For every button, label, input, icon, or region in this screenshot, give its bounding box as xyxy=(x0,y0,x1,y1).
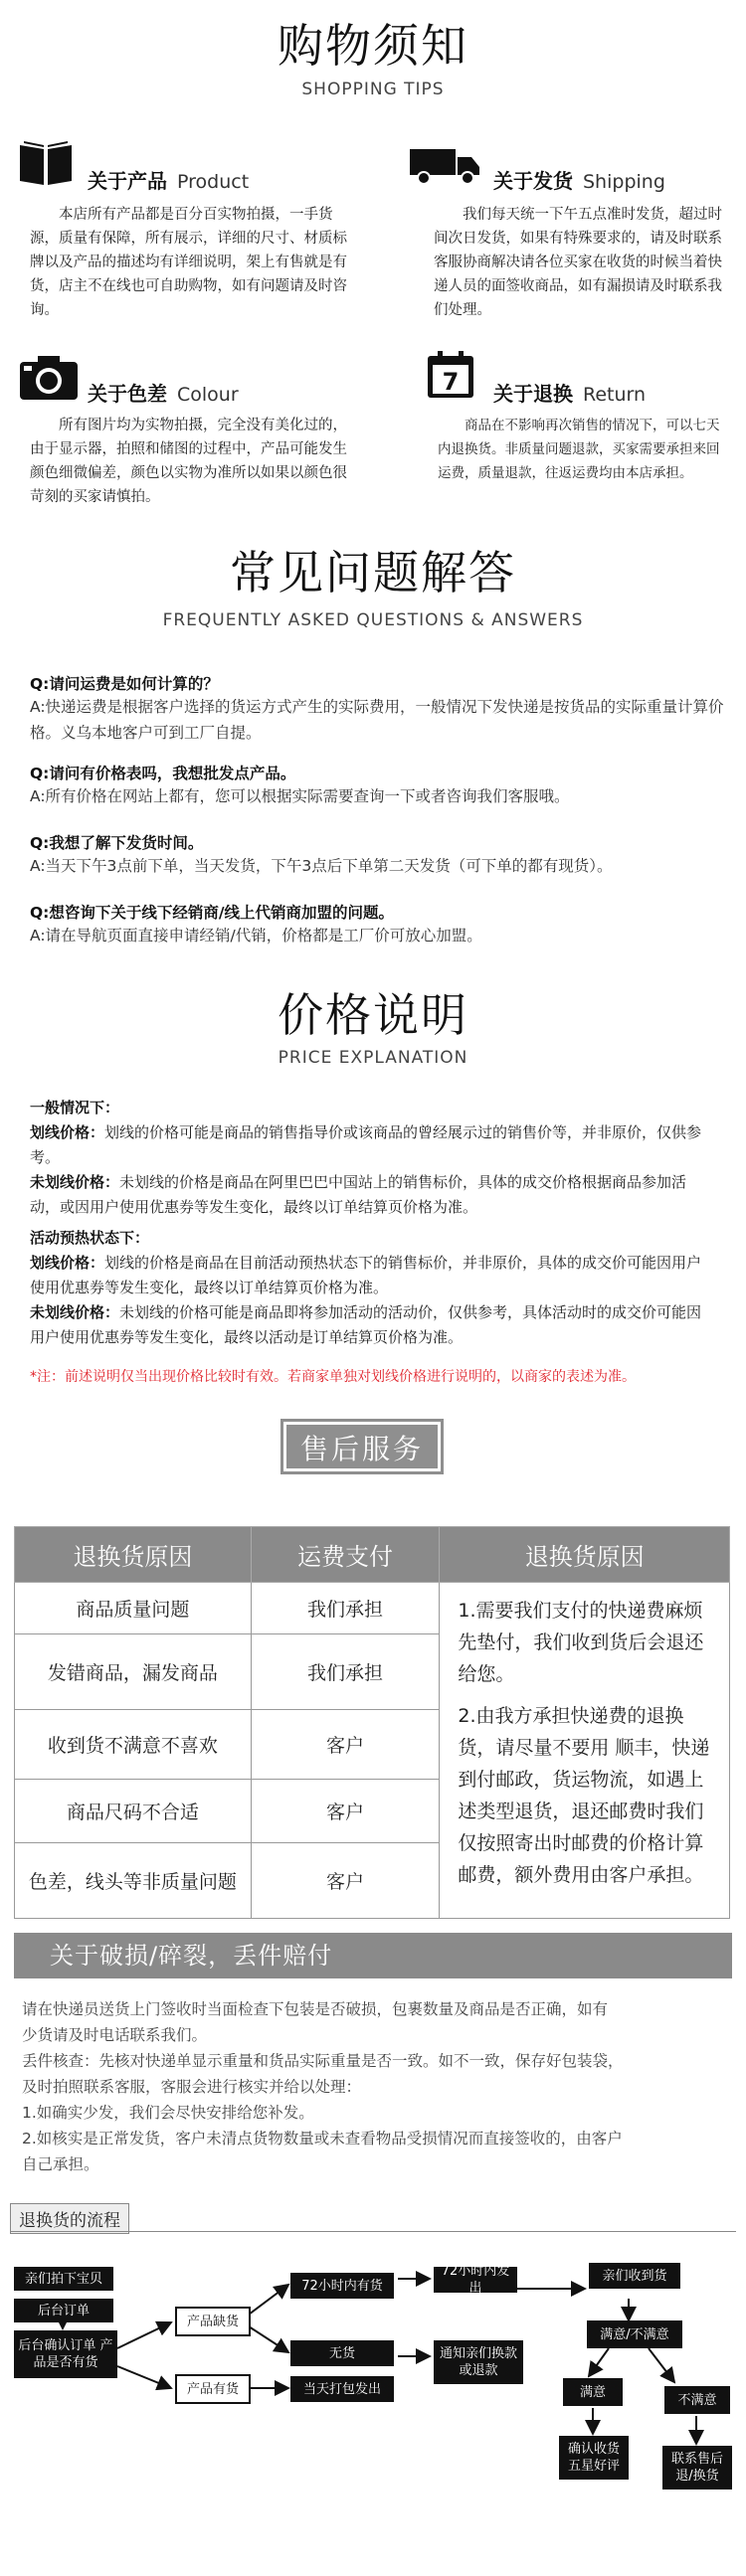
price-p2: 未划线的价格是商品在阿里巴巴中国站上的销售标价，具体的成交价格根据商品参加活动，或因用户使用优惠券等发生变化，最终以订单结算页价格为准。 xyxy=(30,1173,687,1216)
product-body: 本店所有产品都是百分百实物拍摄，一手货源，质量有保障，所有展示，详细的尺寸、材质标牌以及产品的描述均有详细说明，架上有售就是有货，店主不在线也可自助购物，如有问题请及时咨询。 xyxy=(30,207,347,318)
shopping-title: 购物须知 xyxy=(278,19,468,73)
policy-2: 2.由我方承担快递费的退换货，请尽量不要用 顺丰，快递到付邮政，货运物流，如遇上述类型退货，退还邮费时我们仅按照寄出时邮费的价格计算邮费，额外费用由客户承担。 xyxy=(458,1705,710,1886)
faq-answer-3: A:当天下午3点前下单，当天发货，下午3点后下单第二天发货（可下单的都有现货）。 xyxy=(30,857,613,875)
flow-node-order: 亲们拍下宝贝 xyxy=(14,2267,113,2291)
price-explanation xyxy=(30,1096,716,1350)
pay-cell: 客户 xyxy=(251,1710,440,1780)
reason-cell: 收到货不满意不喜欢 xyxy=(15,1710,252,1780)
flow-node-72h-ship: 72小时内发出 xyxy=(434,2267,517,2293)
faq-subtitle: FREQUENTLY ASKED QUESTIONS & ANSWERS xyxy=(162,610,584,630)
pay-cell: 客户 xyxy=(251,1843,440,1919)
flow-node-satisfaction: 满意/不满意 xyxy=(587,2320,682,2348)
return-title: 关于退换 xyxy=(493,382,573,406)
product-title: 关于产品 xyxy=(88,169,167,193)
truck-icon xyxy=(410,147,481,185)
shipping-heading xyxy=(493,165,665,194)
book-icon xyxy=(18,139,74,187)
reason-cell: 色差，线头等非质量问题 xyxy=(15,1843,252,1919)
flow-node-satisfied: 满意 xyxy=(563,2378,623,2406)
damage-line: 2.如核实是正常发货，客户未清点货物数量或未查看物品受损情况而直接签收的，由客户 xyxy=(22,2130,623,2147)
flow-node-contact-aftersale: 联系售后 退/换货 xyxy=(662,2446,732,2490)
colour-heading xyxy=(88,378,239,407)
price-p2-label: 未划线价格： xyxy=(30,1173,120,1191)
faq-answer-2: A:所有价格在网站上都有，您可以根据实际需要查询一下或者咨询我们客服哦。 xyxy=(30,787,570,805)
return-heading xyxy=(493,378,646,407)
damage-line: 1.如确实少发，我们会尽快安排给您补发。 xyxy=(22,2104,314,2122)
colour-title: 关于色差 xyxy=(88,382,167,406)
price-note: *注：前述说明仅当出现价格比较时有效。若商家单独对划线价格进行说明的，以商家的表述为准。 xyxy=(30,1369,636,1385)
pay-cell: 客户 xyxy=(251,1780,440,1843)
table-header-row xyxy=(15,1527,730,1583)
flow-node-out-of-stock: 产品缺货 xyxy=(175,2307,251,2336)
flow-node-in-stock: 产品有货 xyxy=(175,2374,251,2404)
faq-question-2: Q:请问有价格表吗，我想批发点产品。 xyxy=(30,765,296,782)
product-heading xyxy=(88,165,249,194)
damage-line: 及时拍照联系客服，客服会进行核实并给以处理： xyxy=(22,2078,362,2096)
flow-node-backend: 后台订单 xyxy=(14,2299,113,2322)
flow-node-ship-today: 当天打包发出 xyxy=(290,2376,394,2402)
after-sale-banner: 售后服务 xyxy=(283,1422,441,1471)
price-title: 价格说明 xyxy=(278,988,468,1042)
return-body: 商品在不影响再次销售的情况下，可以七天内退换货。非质量问题退款，买家需要承担来回运费，质量退款，往返运费均由本店承担。 xyxy=(438,418,720,481)
flow-node-received: 亲们收到货 xyxy=(589,2263,680,2289)
flow-node-confirm-review: 确认收货 五星好评 xyxy=(559,2436,629,2480)
flow-divider xyxy=(10,2231,736,2232)
damage-line: 自己承担。 xyxy=(22,2155,99,2173)
reason-cell: 商品尺码不合适 xyxy=(15,1780,252,1843)
faq-question-3: Q:我想了解下发货时间。 xyxy=(30,834,204,852)
table-header-policy: 退换货原因 xyxy=(440,1527,730,1583)
price-p4: 未划线的价格可能是商品即将参加活动的活动价，仅供参考，具体活动时的成交价可能因用户使用优惠券等发生变化，最终以活动是订单结算页价格为准。 xyxy=(30,1303,702,1346)
damage-text xyxy=(22,1996,734,2177)
flow-node-unsatisfied: 不满意 xyxy=(664,2386,730,2414)
policy-1: 1.需要我们支付的快递费麻烦先垫付，我们收到货后会退还给您。 xyxy=(458,1600,704,1685)
damage-line: 少货请及时电话联系我们。 xyxy=(22,2026,208,2044)
damage-line: 请在快递员送货上门签收时当面检查下包装是否破损，包裹数量及商品是否正确，如有 xyxy=(22,2000,609,2018)
table-row xyxy=(15,1583,730,1634)
price-p1: 划线的价格可能是商品的销售指导价或该商品的曾经展示过的销售价等，并非原价，仅供参考。 xyxy=(30,1123,702,1166)
faq-question-4: Q:想咨询下关于线下经销商/线上代销商加盟的问题。 xyxy=(30,904,395,922)
price-p3: 划线的价格是商品在目前活动预热状态下的销售标价，并非原价，具体的成交价可能因用户使用优惠券等发生变化，最终以订单结算页价格为准。 xyxy=(30,1254,702,1296)
colour-body: 所有图片均为实物拍摄，完全没有美化过的，由于显示器，拍照和储图的过程中，产品可能发生颜色细微偏差，颜色以实物为准所以如果以颜色很苛刻的买家请慎拍。 xyxy=(30,418,347,505)
flow-node-notify: 通知亲们换款 或退款 xyxy=(434,2340,523,2384)
damage-line: 丢件核查：先核对快递单显示重量和货品实际重量是否一致。如不一致，保存好包装袋， xyxy=(22,2052,624,2070)
flow-node-no-stock: 无货 xyxy=(290,2340,394,2366)
damage-banner: 关于破损/碎裂，丢件赔付 xyxy=(14,1933,732,1978)
price-activity-label: 活动预热状态下： xyxy=(30,1229,150,1247)
pay-cell: 我们承担 xyxy=(251,1634,440,1710)
return-title-en: Return xyxy=(583,384,647,406)
return-policy-table xyxy=(14,1526,730,1919)
table-header-shipping: 运费支付 xyxy=(251,1527,440,1583)
shipping-title-en: Shipping xyxy=(583,171,665,193)
reason-cell: 发错商品，漏发商品 xyxy=(15,1634,252,1710)
flow-node-confirm: 后台确认订单 产品是否有货 xyxy=(14,2330,117,2378)
camera-icon xyxy=(18,352,80,402)
reason-cell: 商品质量问题 xyxy=(15,1583,252,1634)
faq-question-1: Q:请问运费是如何计算的？ xyxy=(30,675,219,693)
price-p1-label: 划线价格： xyxy=(30,1123,105,1141)
price-p3-label: 划线价格： xyxy=(30,1254,105,1272)
price-p4-label: 未划线价格： xyxy=(30,1303,120,1321)
price-general-label: 一般情况下： xyxy=(30,1099,120,1116)
policy-cell xyxy=(440,1583,730,1919)
svg-text:7: 7 xyxy=(442,368,460,396)
calendar-icon xyxy=(426,350,475,400)
pay-cell: 我们承担 xyxy=(251,1583,440,1634)
shopping-subtitle: SHOPPING TIPS xyxy=(301,80,445,99)
faq-answer-4: A:请在导航页面直接申请经销/代销，价格都是工厂价可放心加盟。 xyxy=(30,927,482,945)
price-subtitle: PRICE EXPLANATION xyxy=(278,1048,468,1068)
shipping-title: 关于发货 xyxy=(493,169,573,193)
colour-title-en: Colour xyxy=(177,384,239,406)
flow-node-72h-stock: 72小时内有货 xyxy=(290,2273,394,2299)
table-header-reason: 退换货原因 xyxy=(15,1527,252,1583)
shipping-body: 我们每天统一下午五点准时发货，超过时间次日发货，如果有特殊要求的，请及时联系客服协商解决请各位买家在收货的时候当着快递人员的面签收商品，如有漏损请及时联系我们处理。 xyxy=(434,207,722,318)
product-title-en: Product xyxy=(177,171,250,193)
faq-title: 常见问题解答 xyxy=(230,546,516,600)
faq-answer-1: A:快递运费是根据客户选择的货运方式产生的实际费用，一般情况下发快递是按货品的实际重量计算价格。义乌本地客户可到工厂自提。 xyxy=(30,698,724,742)
flow-title: 退换货的流程 xyxy=(10,2203,129,2234)
